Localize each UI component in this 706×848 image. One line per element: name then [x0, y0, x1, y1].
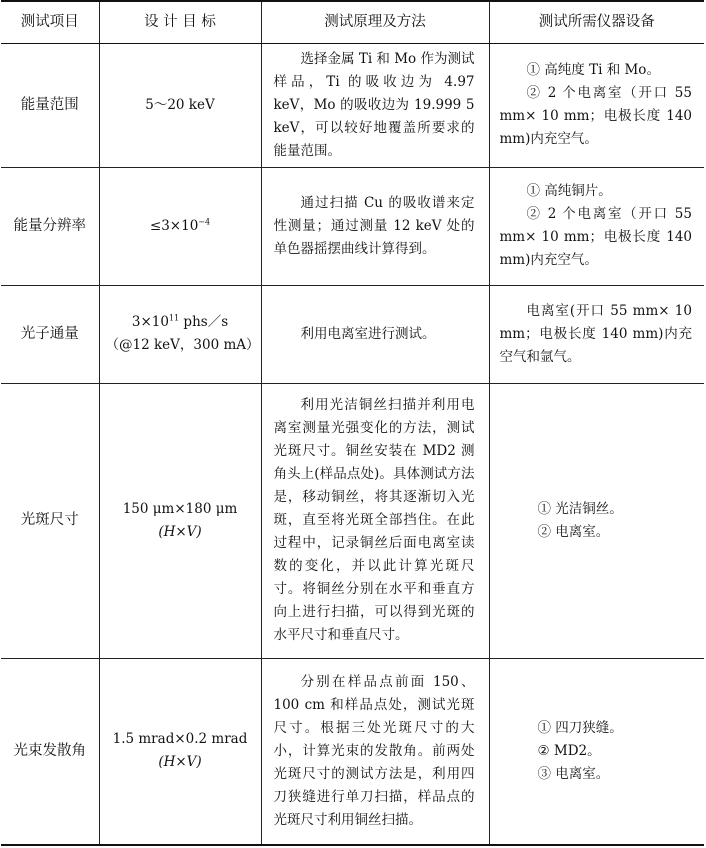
row-target-energy-range — [99, 43, 261, 167]
header-design-target: 设 计 目 标 — [99, 1, 261, 43]
target-exponent: −4 — [198, 217, 211, 226]
target-axes: (H×V) — [158, 754, 202, 771]
target-value: 150 μm×180 μm — [122, 500, 238, 517]
test-specification-table — [1, 0, 704, 846]
row-principle-energy-resolution — [261, 167, 489, 285]
target-condition: （@12 keV，300 mA） — [105, 337, 260, 353]
principle-text: 利用电离室进行测试。 — [300, 325, 436, 342]
table-row — [1, 383, 704, 658]
equipment-line: ① 高纯铜片。 — [526, 183, 612, 199]
row-item-energy-resolution: 能量分辨率 — [1, 167, 99, 285]
row-item-photon-flux: 光子通量 — [1, 285, 99, 383]
table-header-row — [1, 1, 704, 43]
header-test-item: 测试项目 — [1, 1, 99, 43]
equipment-line: ① 四刀狭缝。 — [537, 719, 623, 736]
principle-text: 分别在样品点前面 150、100 cm 和样品点处，测试光斑尺寸。根据三处光斑尺寸的大小，计算光束的发散角。前两处光斑尺寸的测试方法是，利用四刀狭缝进行单刀扫描，样品点的光斑尺寸利用铜丝扫描。 — [273, 673, 475, 828]
row-target-photon-flux — [99, 285, 261, 383]
equipment-line: ① 高纯度 Ti 和 Mo。 — [526, 62, 660, 78]
target-value: 5～20 keV — [145, 96, 215, 113]
table-row — [1, 167, 704, 285]
target-unit: phs／s — [179, 314, 229, 330]
principle-text: 通过扫描 Cu 的吸收谱来定性测量；通过测量 12 keV 处的单色器摇摆曲线计算得到。 — [273, 194, 475, 257]
row-item-energy-range: 能量范围 — [1, 43, 99, 167]
row-equipment-energy-resolution — [489, 167, 704, 285]
target-value: 3×10 — [131, 314, 169, 330]
row-target-spot-size — [99, 383, 261, 658]
equipment-line: ② 2 个电离室（开口 55 mm× 10 mm；电极长度 140 mm)内充空气。 — [499, 206, 692, 268]
row-principle-spot-size — [261, 383, 489, 658]
table-row — [1, 658, 704, 845]
row-item-beam-divergence: 光束发散角 — [1, 658, 99, 845]
target-axes: (H×V) — [158, 523, 202, 540]
row-principle-beam-divergence — [261, 658, 489, 845]
table-row — [1, 285, 704, 383]
equipment-line: ② 2 个电离室（开口 55 mm× 10 mm；电极长度 140 mm)内充空气。 — [499, 85, 692, 147]
header-test-principle: 测试原理及方法 — [261, 1, 489, 43]
principle-text: 选择金属 Ti 和 Mo 作为测试样品，Ti 的吸收边为 4.97 keV，Mo 的吸收边为 19.999 5 keV，可以较好地覆盖所要求的能量范围。 — [273, 50, 475, 159]
row-principle-photon-flux — [261, 285, 489, 383]
principle-text: 利用光洁铜丝扫描并利用电离室测量光强变化的方法，测试光斑尺寸。铜丝安装在 MD2 测角头上(样品点处)。具体测试方法是，移动铜丝，将其逐渐切入光斑，直至将光斑全部挡住。在此过程中，记录铜丝后面电离室读数的变化，并以此计算光斑尺寸。将铜丝分别在水平和垂直方向上进行扫描，可以得到光斑的水平尺寸和垂直尺寸。 — [273, 397, 475, 643]
row-principle-energy-range — [261, 43, 489, 167]
row-target-beam-divergence — [99, 658, 261, 845]
row-target-energy-resolution — [99, 167, 261, 285]
row-item-spot-size: 光斑尺寸 — [1, 383, 99, 658]
row-equipment-spot-size — [489, 383, 704, 658]
equipment-line: 电离室(开口 55 mm× 10 mm；电极长度 140 mm)内充空气和氩气。 — [499, 302, 692, 365]
header-test-equipment: 测试所需仪器设备 — [489, 1, 704, 43]
table-row — [1, 43, 704, 167]
equipment-line: ② MD2。 — [537, 742, 601, 759]
target-exponent: 11 — [168, 313, 180, 323]
row-equipment-photon-flux — [489, 285, 704, 383]
row-equipment-beam-divergence — [489, 658, 704, 845]
equipment-line: ③ 电离室。 — [537, 765, 610, 782]
row-equipment-energy-range — [489, 43, 704, 167]
target-value: 1.5 mrad×0.2 mrad — [112, 731, 248, 748]
target-value: ≤3×10 — [149, 217, 199, 234]
equipment-line: ② 电离室。 — [537, 523, 610, 540]
equipment-line: ① 光洁铜丝。 — [537, 500, 623, 517]
